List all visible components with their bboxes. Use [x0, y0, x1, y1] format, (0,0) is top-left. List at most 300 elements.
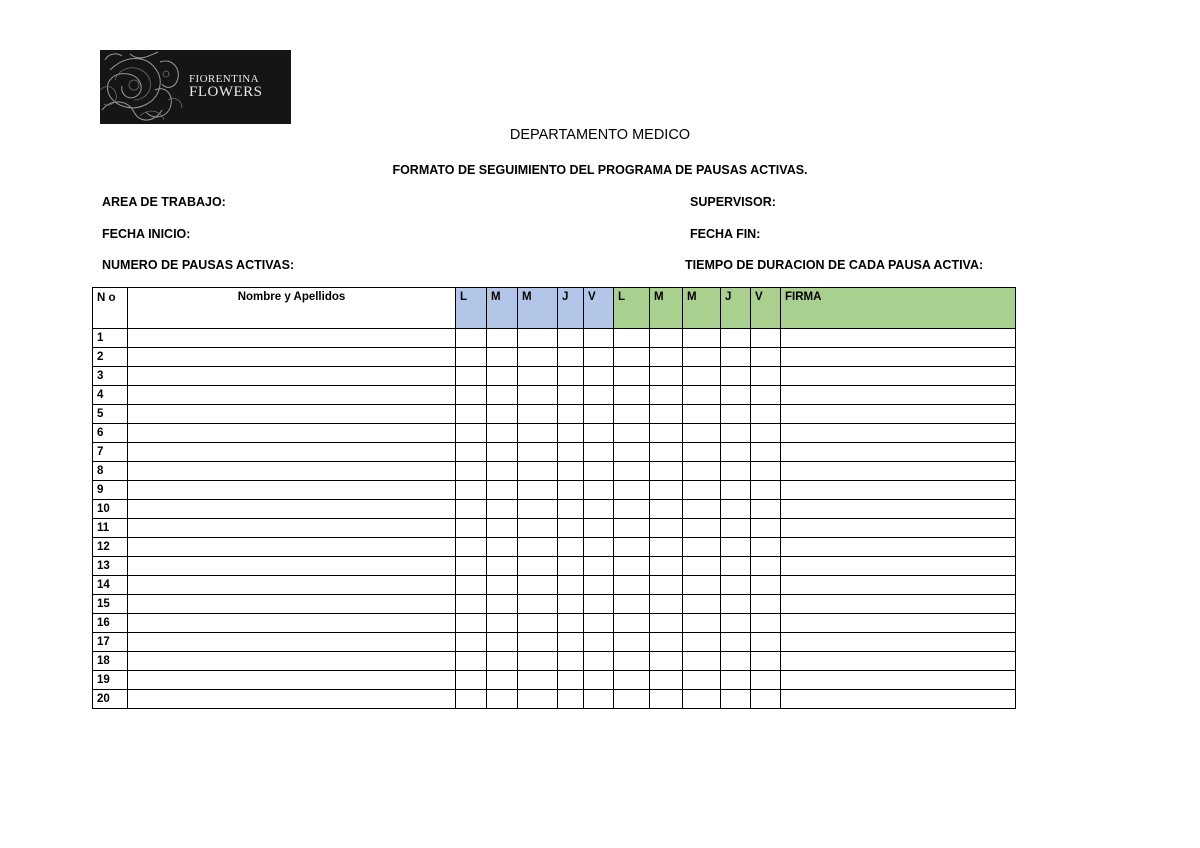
week1-tuesday-cell[interactable]: [487, 538, 518, 557]
week2-monday-cell[interactable]: [614, 405, 650, 424]
week1-friday-cell[interactable]: [584, 386, 614, 405]
week1-friday-cell[interactable]: [584, 614, 614, 633]
week2-friday-cell[interactable]: [751, 443, 781, 462]
week1-wednesday-cell[interactable]: [518, 424, 558, 443]
week2-monday-cell[interactable]: [614, 690, 650, 709]
week1-wednesday-cell[interactable]: [518, 443, 558, 462]
week1-monday-cell[interactable]: [456, 462, 487, 481]
week2-friday-cell[interactable]: [751, 386, 781, 405]
week1-friday-cell[interactable]: [584, 576, 614, 595]
week2-monday-cell[interactable]: [614, 671, 650, 690]
week2-monday-cell[interactable]: [614, 519, 650, 538]
week2-tuesday-cell[interactable]: [650, 386, 683, 405]
table-row: [93, 462, 1016, 481]
week1-tuesday-cell[interactable]: [487, 652, 518, 671]
week2-monday-cell[interactable]: [614, 348, 650, 367]
week2-thursday-cell[interactable]: [721, 462, 751, 481]
week1-thursday-cell[interactable]: [558, 557, 584, 576]
table-row: [93, 538, 1016, 557]
name-cell[interactable]: [128, 538, 456, 557]
week2-thursday-cell[interactable]: [721, 595, 751, 614]
week1-thursday-cell[interactable]: [558, 386, 584, 405]
week2-wednesday-cell[interactable]: [683, 614, 721, 633]
week2-monday-cell[interactable]: [614, 557, 650, 576]
week2-friday-cell[interactable]: [751, 329, 781, 348]
week1-tuesday-cell[interactable]: [487, 500, 518, 519]
tracking-table: [92, 287, 1016, 709]
row-number: 6: [93, 424, 128, 443]
name-cell[interactable]: [128, 405, 456, 424]
week1-tuesday-cell[interactable]: [487, 576, 518, 595]
week2-monday-cell[interactable]: [614, 443, 650, 462]
name-cell[interactable]: [128, 500, 456, 519]
week2-thursday-cell[interactable]: [721, 367, 751, 386]
row-number: 11: [93, 519, 128, 538]
row-number: 18: [93, 652, 128, 671]
start-date-label: FECHA INICIO:: [102, 227, 191, 241]
table-row: [93, 690, 1016, 709]
week2-thursday-cell[interactable]: [721, 443, 751, 462]
name-cell[interactable]: [128, 329, 456, 348]
week1-tuesday-cell[interactable]: [487, 633, 518, 652]
name-cell[interactable]: [128, 519, 456, 538]
week2-thursday-cell[interactable]: [721, 424, 751, 443]
week1-friday-cell[interactable]: [584, 348, 614, 367]
week1-wednesday-cell[interactable]: [518, 481, 558, 500]
week1-tuesday-cell[interactable]: [487, 443, 518, 462]
week2-tuesday-cell[interactable]: [650, 462, 683, 481]
week1-wednesday-header: M: [518, 288, 558, 329]
week1-friday-cell[interactable]: [584, 595, 614, 614]
week2-wednesday-cell[interactable]: [683, 557, 721, 576]
week2-monday-header: L: [614, 288, 650, 329]
week2-tuesday-cell[interactable]: [650, 424, 683, 443]
week1-tuesday-cell[interactable]: [487, 519, 518, 538]
table-row: [93, 424, 1016, 443]
week1-wednesday-cell[interactable]: [518, 329, 558, 348]
week1-monday-header: L: [456, 288, 487, 329]
week2-monday-cell[interactable]: [614, 538, 650, 557]
week2-thursday-cell[interactable]: [721, 690, 751, 709]
week2-thursday-cell[interactable]: [721, 538, 751, 557]
week2-tuesday-cell[interactable]: [650, 538, 683, 557]
week2-wednesday-cell[interactable]: [683, 671, 721, 690]
week1-wednesday-cell[interactable]: [518, 367, 558, 386]
week2-monday-cell[interactable]: [614, 386, 650, 405]
week2-friday-cell[interactable]: [751, 671, 781, 690]
week1-monday-cell[interactable]: [456, 405, 487, 424]
week1-tuesday-cell[interactable]: [487, 367, 518, 386]
week1-tuesday-cell[interactable]: [487, 671, 518, 690]
week1-friday-cell[interactable]: [584, 690, 614, 709]
week2-tuesday-cell[interactable]: [650, 348, 683, 367]
week2-tuesday-cell[interactable]: [650, 614, 683, 633]
week2-friday-cell[interactable]: [751, 462, 781, 481]
week2-tuesday-cell[interactable]: [650, 405, 683, 424]
week1-wednesday-cell[interactable]: [518, 538, 558, 557]
week2-friday-cell[interactable]: [751, 595, 781, 614]
table-header-row: [93, 288, 1016, 329]
week1-wednesday-cell[interactable]: [518, 576, 558, 595]
week2-wednesday-cell[interactable]: [683, 424, 721, 443]
week1-tuesday-cell[interactable]: [487, 424, 518, 443]
row-number: 2: [93, 348, 128, 367]
week2-wednesday-cell[interactable]: [683, 538, 721, 557]
week2-friday-cell[interactable]: [751, 557, 781, 576]
week2-monday-cell[interactable]: [614, 614, 650, 633]
week1-monday-cell[interactable]: [456, 424, 487, 443]
name-cell[interactable]: [128, 557, 456, 576]
name-cell[interactable]: [128, 595, 456, 614]
week1-tuesday-cell[interactable]: [487, 557, 518, 576]
week2-friday-cell[interactable]: [751, 690, 781, 709]
week1-wednesday-cell[interactable]: [518, 614, 558, 633]
week1-monday-cell[interactable]: [456, 576, 487, 595]
signature-cell[interactable]: [781, 443, 1016, 462]
name-cell[interactable]: [128, 367, 456, 386]
name-cell[interactable]: [128, 462, 456, 481]
week2-wednesday-cell[interactable]: [683, 500, 721, 519]
week2-thursday-cell[interactable]: [721, 519, 751, 538]
week2-monday-cell[interactable]: [614, 633, 650, 652]
week1-tuesday-cell[interactable]: [487, 386, 518, 405]
week1-tuesday-cell[interactable]: [487, 614, 518, 633]
week2-wednesday-cell[interactable]: [683, 519, 721, 538]
week2-tuesday-header: M: [650, 288, 683, 329]
week1-thursday-cell[interactable]: [558, 576, 584, 595]
week2-tuesday-cell[interactable]: [650, 367, 683, 386]
number-column-header: N o: [93, 288, 128, 329]
week1-thursday-cell[interactable]: [558, 367, 584, 386]
week1-wednesday-cell[interactable]: [518, 690, 558, 709]
week2-thursday-cell[interactable]: [721, 557, 751, 576]
week2-wednesday-header: M: [683, 288, 721, 329]
week2-friday-header: V: [751, 288, 781, 329]
week1-tuesday-cell[interactable]: [487, 329, 518, 348]
name-cell[interactable]: [128, 424, 456, 443]
signature-cell[interactable]: [781, 633, 1016, 652]
week1-tuesday-cell[interactable]: [487, 595, 518, 614]
week1-friday-cell[interactable]: [584, 367, 614, 386]
row-number: 14: [93, 576, 128, 595]
week1-friday-cell[interactable]: [584, 671, 614, 690]
week1-tuesday-cell[interactable]: [487, 481, 518, 500]
signature-cell[interactable]: [781, 557, 1016, 576]
week1-wednesday-cell[interactable]: [518, 462, 558, 481]
week1-friday-cell[interactable]: [584, 424, 614, 443]
week2-wednesday-cell[interactable]: [683, 690, 721, 709]
week1-tuesday-cell[interactable]: [487, 690, 518, 709]
week1-tuesday-header: M: [487, 288, 518, 329]
signature-cell[interactable]: [781, 652, 1016, 671]
week2-monday-cell[interactable]: [614, 576, 650, 595]
name-cell[interactable]: [128, 443, 456, 462]
table-row: [93, 348, 1016, 367]
signature-column-header: FIRMA: [781, 288, 1016, 329]
table-row: [93, 386, 1016, 405]
week1-monday-cell[interactable]: [456, 538, 487, 557]
week2-friday-cell[interactable]: [751, 481, 781, 500]
week2-wednesday-cell[interactable]: [683, 367, 721, 386]
table-row: [93, 614, 1016, 633]
week2-thursday-cell[interactable]: [721, 633, 751, 652]
week1-friday-cell[interactable]: [584, 633, 614, 652]
name-cell[interactable]: [128, 576, 456, 595]
signature-cell[interactable]: [781, 348, 1016, 367]
name-cell[interactable]: [128, 481, 456, 500]
row-number: 5: [93, 405, 128, 424]
week1-thursday-cell[interactable]: [558, 443, 584, 462]
week2-monday-cell[interactable]: [614, 367, 650, 386]
week1-monday-cell[interactable]: [456, 671, 487, 690]
week2-monday-cell[interactable]: [614, 481, 650, 500]
week1-friday-cell[interactable]: [584, 405, 614, 424]
signature-cell[interactable]: [781, 405, 1016, 424]
week1-wednesday-cell[interactable]: [518, 500, 558, 519]
name-cell[interactable]: [128, 671, 456, 690]
week1-thursday-cell[interactable]: [558, 519, 584, 538]
name-cell[interactable]: [128, 652, 456, 671]
week2-friday-cell[interactable]: [751, 614, 781, 633]
week1-wednesday-cell[interactable]: [518, 557, 558, 576]
table-row: [93, 671, 1016, 690]
signature-cell[interactable]: [781, 538, 1016, 557]
week1-monday-cell[interactable]: [456, 348, 487, 367]
table-row: [93, 329, 1016, 348]
week2-wednesday-cell[interactable]: [683, 633, 721, 652]
week1-wednesday-cell[interactable]: [518, 671, 558, 690]
week2-monday-cell[interactable]: [614, 462, 650, 481]
week1-wednesday-cell[interactable]: [518, 595, 558, 614]
week1-wednesday-cell[interactable]: [518, 405, 558, 424]
logo-line-2: FLOWERS: [189, 84, 263, 100]
row-number: 20: [93, 690, 128, 709]
signature-cell[interactable]: [781, 386, 1016, 405]
week1-wednesday-cell[interactable]: [518, 652, 558, 671]
name-cell[interactable]: [128, 690, 456, 709]
signature-cell[interactable]: [781, 424, 1016, 443]
week2-tuesday-cell[interactable]: [650, 519, 683, 538]
week1-monday-cell[interactable]: [456, 500, 487, 519]
week2-friday-cell[interactable]: [751, 405, 781, 424]
week1-monday-cell[interactable]: [456, 367, 487, 386]
week2-thursday-header: J: [721, 288, 751, 329]
week1-wednesday-cell[interactable]: [518, 633, 558, 652]
table-row: [93, 367, 1016, 386]
signature-cell[interactable]: [781, 500, 1016, 519]
week1-thursday-cell[interactable]: [558, 690, 584, 709]
week1-friday-cell[interactable]: [584, 443, 614, 462]
signature-cell[interactable]: [781, 519, 1016, 538]
week2-wednesday-cell[interactable]: [683, 386, 721, 405]
row-number: 19: [93, 671, 128, 690]
week1-friday-cell[interactable]: [584, 462, 614, 481]
week1-thursday-header: J: [558, 288, 584, 329]
signature-cell[interactable]: [781, 329, 1016, 348]
week1-tuesday-cell[interactable]: [487, 348, 518, 367]
week2-friday-cell[interactable]: [751, 538, 781, 557]
week1-monday-cell[interactable]: [456, 386, 487, 405]
week1-thursday-cell[interactable]: [558, 348, 584, 367]
week1-thursday-cell[interactable]: [558, 405, 584, 424]
week1-monday-cell[interactable]: [456, 614, 487, 633]
week2-wednesday-cell[interactable]: [683, 405, 721, 424]
week2-friday-cell[interactable]: [751, 519, 781, 538]
name-cell[interactable]: [128, 348, 456, 367]
week1-monday-cell[interactable]: [456, 519, 487, 538]
week1-friday-header: V: [584, 288, 614, 329]
week1-monday-cell[interactable]: [456, 329, 487, 348]
week2-tuesday-cell[interactable]: [650, 443, 683, 462]
form-title: FORMATO DE SEGUIMIENTO DEL PROGRAMA DE PAUSAS ACTIVAS.: [392, 163, 808, 177]
week2-monday-cell[interactable]: [614, 595, 650, 614]
week1-friday-cell[interactable]: [584, 519, 614, 538]
week2-tuesday-cell[interactable]: [650, 690, 683, 709]
signature-cell[interactable]: [781, 614, 1016, 633]
week2-wednesday-cell[interactable]: [683, 348, 721, 367]
week1-monday-cell[interactable]: [456, 633, 487, 652]
week1-monday-cell[interactable]: [456, 595, 487, 614]
week2-thursday-cell[interactable]: [721, 481, 751, 500]
signature-cell[interactable]: [781, 690, 1016, 709]
week2-thursday-cell[interactable]: [721, 576, 751, 595]
week1-friday-cell[interactable]: [584, 329, 614, 348]
name-cell[interactable]: [128, 614, 456, 633]
week1-monday-cell[interactable]: [456, 690, 487, 709]
logo-line-1: FIORENTINA: [189, 73, 259, 85]
week2-wednesday-cell[interactable]: [683, 443, 721, 462]
table-row: [93, 557, 1016, 576]
week1-thursday-cell[interactable]: [558, 462, 584, 481]
department-title: DEPARTAMENTO MEDICO: [509, 127, 691, 143]
week1-monday-cell[interactable]: [456, 652, 487, 671]
row-number: 16: [93, 614, 128, 633]
week2-wednesday-cell[interactable]: [683, 481, 721, 500]
week2-tuesday-cell[interactable]: [650, 500, 683, 519]
row-number: 8: [93, 462, 128, 481]
signature-cell[interactable]: [781, 576, 1016, 595]
week1-thursday-cell[interactable]: [558, 595, 584, 614]
supervisor-label: SUPERVISOR:: [690, 195, 776, 209]
row-number: 12: [93, 538, 128, 557]
row-number: 4: [93, 386, 128, 405]
table-row: [93, 443, 1016, 462]
week2-thursday-cell[interactable]: [721, 329, 751, 348]
week1-thursday-cell[interactable]: [558, 481, 584, 500]
end-date-label: FECHA FIN:: [690, 227, 761, 241]
row-number: 10: [93, 500, 128, 519]
week1-friday-cell[interactable]: [584, 557, 614, 576]
week2-tuesday-cell[interactable]: [650, 633, 683, 652]
week1-friday-cell[interactable]: [584, 481, 614, 500]
table-row: [93, 595, 1016, 614]
week2-friday-cell[interactable]: [751, 367, 781, 386]
week1-thursday-cell[interactable]: [558, 424, 584, 443]
week1-thursday-cell[interactable]: [558, 633, 584, 652]
week2-tuesday-cell[interactable]: [650, 652, 683, 671]
name-column-header: Nombre y Apellidos: [128, 288, 456, 329]
week1-thursday-cell[interactable]: [558, 500, 584, 519]
week2-tuesday-cell[interactable]: [650, 481, 683, 500]
week1-tuesday-cell[interactable]: [487, 405, 518, 424]
week2-thursday-cell[interactable]: [721, 500, 751, 519]
week2-wednesday-cell[interactable]: [683, 329, 721, 348]
week2-friday-cell[interactable]: [751, 652, 781, 671]
week2-monday-cell[interactable]: [614, 652, 650, 671]
row-number: 13: [93, 557, 128, 576]
week1-wednesday-cell[interactable]: [518, 348, 558, 367]
week1-thursday-cell[interactable]: [558, 652, 584, 671]
week1-friday-cell[interactable]: [584, 538, 614, 557]
week1-thursday-cell[interactable]: [558, 538, 584, 557]
week1-wednesday-cell[interactable]: [518, 519, 558, 538]
week2-tuesday-cell[interactable]: [650, 329, 683, 348]
week2-wednesday-cell[interactable]: [683, 462, 721, 481]
signature-cell[interactable]: [781, 481, 1016, 500]
name-cell[interactable]: [128, 633, 456, 652]
table-row: [93, 405, 1016, 424]
week2-thursday-cell[interactable]: [721, 386, 751, 405]
week2-thursday-cell[interactable]: [721, 671, 751, 690]
week2-thursday-cell[interactable]: [721, 348, 751, 367]
company-logo: [100, 50, 291, 124]
week2-friday-cell[interactable]: [751, 424, 781, 443]
week1-monday-cell[interactable]: [456, 557, 487, 576]
week2-monday-cell[interactable]: [614, 424, 650, 443]
row-number: 15: [93, 595, 128, 614]
week1-tuesday-cell[interactable]: [487, 462, 518, 481]
week2-thursday-cell[interactable]: [721, 652, 751, 671]
week2-friday-cell[interactable]: [751, 576, 781, 595]
row-number: 3: [93, 367, 128, 386]
table-row: [93, 633, 1016, 652]
table-row: [93, 519, 1016, 538]
week2-wednesday-cell[interactable]: [683, 595, 721, 614]
week2-monday-cell[interactable]: [614, 329, 650, 348]
week2-friday-cell[interactable]: [751, 633, 781, 652]
signature-cell[interactable]: [781, 595, 1016, 614]
week2-thursday-cell[interactable]: [721, 405, 751, 424]
week1-friday-cell[interactable]: [584, 500, 614, 519]
week2-friday-cell[interactable]: [751, 500, 781, 519]
week2-thursday-cell[interactable]: [721, 614, 751, 633]
week2-tuesday-cell[interactable]: [650, 557, 683, 576]
row-number: 7: [93, 443, 128, 462]
week2-monday-cell[interactable]: [614, 500, 650, 519]
table-row: [93, 500, 1016, 519]
signature-cell[interactable]: [781, 367, 1016, 386]
week1-thursday-cell[interactable]: [558, 671, 584, 690]
table-row: [93, 576, 1016, 595]
week2-friday-cell[interactable]: [751, 348, 781, 367]
row-number: 9: [93, 481, 128, 500]
week1-thursday-cell[interactable]: [558, 329, 584, 348]
signature-cell[interactable]: [781, 671, 1016, 690]
week1-monday-cell[interactable]: [456, 443, 487, 462]
week2-tuesday-cell[interactable]: [650, 671, 683, 690]
row-number: 1: [93, 329, 128, 348]
week1-monday-cell[interactable]: [456, 481, 487, 500]
week1-friday-cell[interactable]: [584, 652, 614, 671]
week2-tuesday-cell[interactable]: [650, 576, 683, 595]
week2-tuesday-cell[interactable]: [650, 595, 683, 614]
week2-wednesday-cell[interactable]: [683, 652, 721, 671]
week1-thursday-cell[interactable]: [558, 614, 584, 633]
signature-cell[interactable]: [781, 462, 1016, 481]
week2-wednesday-cell[interactable]: [683, 576, 721, 595]
week1-wednesday-cell[interactable]: [518, 386, 558, 405]
name-cell[interactable]: [128, 386, 456, 405]
